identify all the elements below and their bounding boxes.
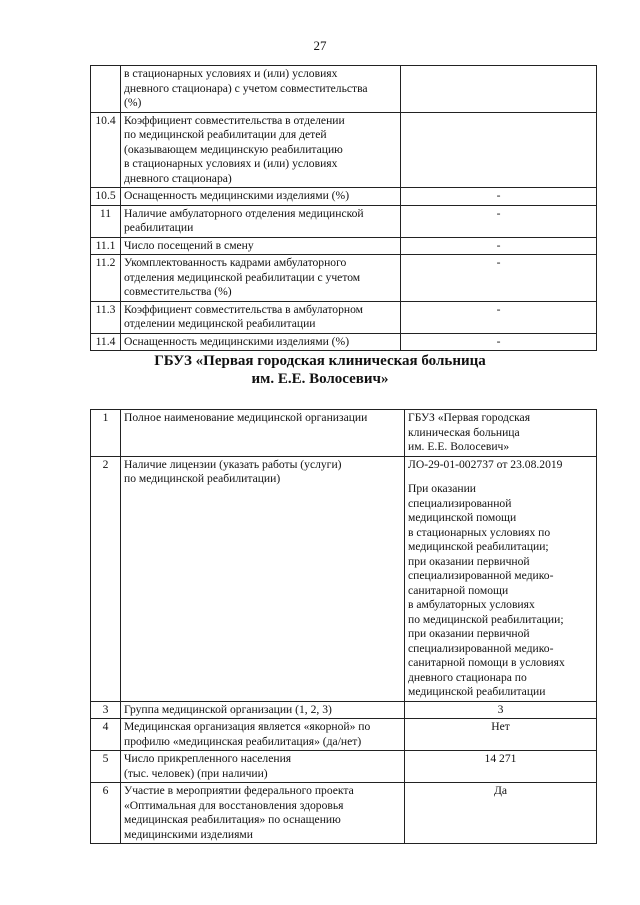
row-number: 11.4: [91, 333, 121, 351]
indicator-name: [121, 333, 401, 351]
text-line: реабилитации: [124, 221, 194, 234]
text-line: дневного стационара по: [408, 670, 527, 684]
text-line: Группа медицинской организации (1, 2, 3): [124, 702, 332, 716]
table-row: [91, 188, 597, 206]
row-number: 4: [91, 719, 121, 751]
text-line: по медицинской реабилитации;: [408, 612, 564, 626]
indicator-name: [121, 188, 401, 206]
text-line: отделения медицинской реабилитации с учетом: [124, 270, 361, 284]
parameter-value: [405, 719, 597, 751]
text-line: 14 271: [484, 752, 517, 765]
text-line: санитарной помощи в условиях: [408, 656, 565, 669]
table-row: [91, 333, 597, 351]
indicator-value: -: [401, 205, 597, 237]
text-line: При оказании: [408, 482, 477, 495]
row-number: 6: [91, 783, 121, 844]
parameter-name: [121, 719, 405, 751]
row-number: [91, 66, 121, 113]
row-number: 5: [91, 751, 121, 783]
table-row: [91, 255, 597, 302]
text-line: клиническая больница: [408, 425, 520, 439]
indicator-name: [121, 255, 401, 302]
indicator-name: [121, 205, 401, 237]
text-line: по медицинской реабилитации для детей: [124, 128, 327, 141]
table-row: [91, 301, 597, 333]
indicator-value: [401, 66, 597, 113]
organization-heading-line1: ГБУЗ «Первая городская клиническая больница: [154, 353, 486, 369]
text-line: медицинской реабилитации;: [408, 540, 549, 553]
text-line: Число посещений в смену: [124, 238, 254, 252]
row-number: 11.1: [91, 237, 121, 255]
text-line: Наличие амбулаторного отделения медицинской: [124, 206, 364, 220]
row-number: 11: [91, 205, 121, 237]
text-line: при оказании первичной: [408, 554, 530, 568]
indicator-value: -: [401, 333, 597, 351]
text-line: санитарной помощи: [408, 583, 509, 597]
table-row: [91, 66, 597, 113]
indicator-name: [121, 66, 401, 113]
text-line: в амбулаторных условиях: [408, 598, 535, 611]
text-line: Оснащенность медицинскими изделиями (%): [124, 189, 350, 202]
text-line: ЛО-29-01-002737 от 23.08.2019: [408, 457, 563, 471]
text-line: (тыс. человек) (при наличии): [124, 766, 268, 780]
indicator-value: -: [401, 188, 597, 206]
row-number: 10.5: [91, 188, 121, 206]
indicator-value: [401, 112, 597, 188]
row-number: 11.3: [91, 301, 121, 333]
text-line: Да: [493, 784, 508, 797]
text-line: при оказании первичной: [408, 627, 530, 640]
text-line: специализированной: [408, 496, 512, 510]
table-row: [91, 783, 597, 844]
parameter-value: [405, 701, 597, 719]
text-line: специализированной медико-: [408, 569, 554, 582]
text-line: Коэффициент совместительства в амбулаторном: [124, 302, 364, 316]
row-number: 1: [91, 410, 121, 457]
text-line: Полное наименование медицинской организации: [124, 411, 368, 424]
text-line: совместительства (%): [124, 285, 232, 298]
text-line: в стационарных условиях и (или) условиях: [124, 157, 338, 170]
table-row: [91, 410, 597, 457]
table-row: [91, 112, 597, 188]
text-line: (%): [124, 96, 142, 109]
text-line: Число прикрепленного населения: [124, 752, 292, 765]
parameter-name: [121, 751, 405, 783]
row-number: 11.2: [91, 255, 121, 302]
row-number: 3: [91, 701, 121, 719]
indicator-name: [121, 301, 401, 333]
table-row: [91, 751, 597, 783]
table-row: [91, 719, 597, 751]
table-row: [91, 237, 597, 255]
parameter-value: [405, 783, 597, 844]
text-line: Участие в мероприятии федерального проекта: [124, 784, 354, 797]
text-line: ГБУЗ «Первая городская: [408, 411, 531, 424]
row-number: 2: [91, 456, 121, 701]
indicator-value: -: [401, 301, 597, 333]
parameter-name: [121, 410, 405, 457]
text-line: медицинская реабилитация» по оснащению: [124, 813, 341, 826]
indicator-value: -: [401, 237, 597, 255]
indicator-value: -: [401, 255, 597, 302]
indicators-table-continued: [90, 65, 597, 351]
text-line: Наличие лицензии (указать работы (услуги): [124, 457, 342, 471]
text-line: отделении медицинской реабилитации: [124, 317, 316, 330]
text-line: специализированной медико-: [408, 641, 554, 655]
text-line: Укомплектованность кадрами амбулаторного: [124, 256, 347, 269]
text-line: медицинской помощи: [408, 511, 517, 524]
parameter-name: [121, 456, 405, 701]
organization-heading-line2: им. Е.Е. Волосевич»: [251, 371, 389, 387]
text-line: (оказывающем медицинскую реабилитацию: [124, 142, 343, 156]
text-line: медицинской реабилитации: [408, 685, 546, 698]
indicator-name: [121, 112, 401, 188]
text-line: дневного стационара) с учетом совместительства: [124, 81, 368, 95]
text-line: дневного стационара): [124, 171, 232, 185]
row-number: 10.4: [91, 112, 121, 188]
parameter-name: [121, 783, 405, 844]
parameter-value: [405, 751, 597, 783]
text-line: по медицинской реабилитации): [124, 472, 281, 485]
text-line: медицинскими изделиями: [124, 827, 253, 841]
table-row: [91, 701, 597, 719]
text-line: «Оптимальная для восстановления здоровья: [124, 798, 344, 812]
text-line: [408, 472, 593, 482]
text-line: Оснащенность медицинскими изделиями (%): [124, 334, 350, 348]
text-line: профилю «медицинская реабилитация» (да/нет): [124, 734, 362, 748]
table-row: [91, 205, 597, 237]
text-line: в стационарных условиях по: [408, 525, 551, 539]
organization-table: [90, 409, 597, 844]
text-line: 3: [497, 702, 504, 716]
table-row: [91, 456, 597, 701]
text-line: Нет: [491, 720, 510, 733]
text-line: в стационарных условиях и (или) условиях: [124, 67, 338, 80]
parameter-name: [121, 701, 405, 719]
text-line: Медицинская организация является «якорной» по: [124, 720, 371, 733]
parameter-value: [405, 410, 597, 457]
text-line: им. Е.Е. Волосевич»: [408, 440, 510, 453]
indicator-name: [121, 237, 401, 255]
text-line: Коэффициент совместительства в отделении: [124, 113, 345, 127]
parameter-value: [405, 456, 597, 701]
page-number: 27: [313, 38, 327, 53]
